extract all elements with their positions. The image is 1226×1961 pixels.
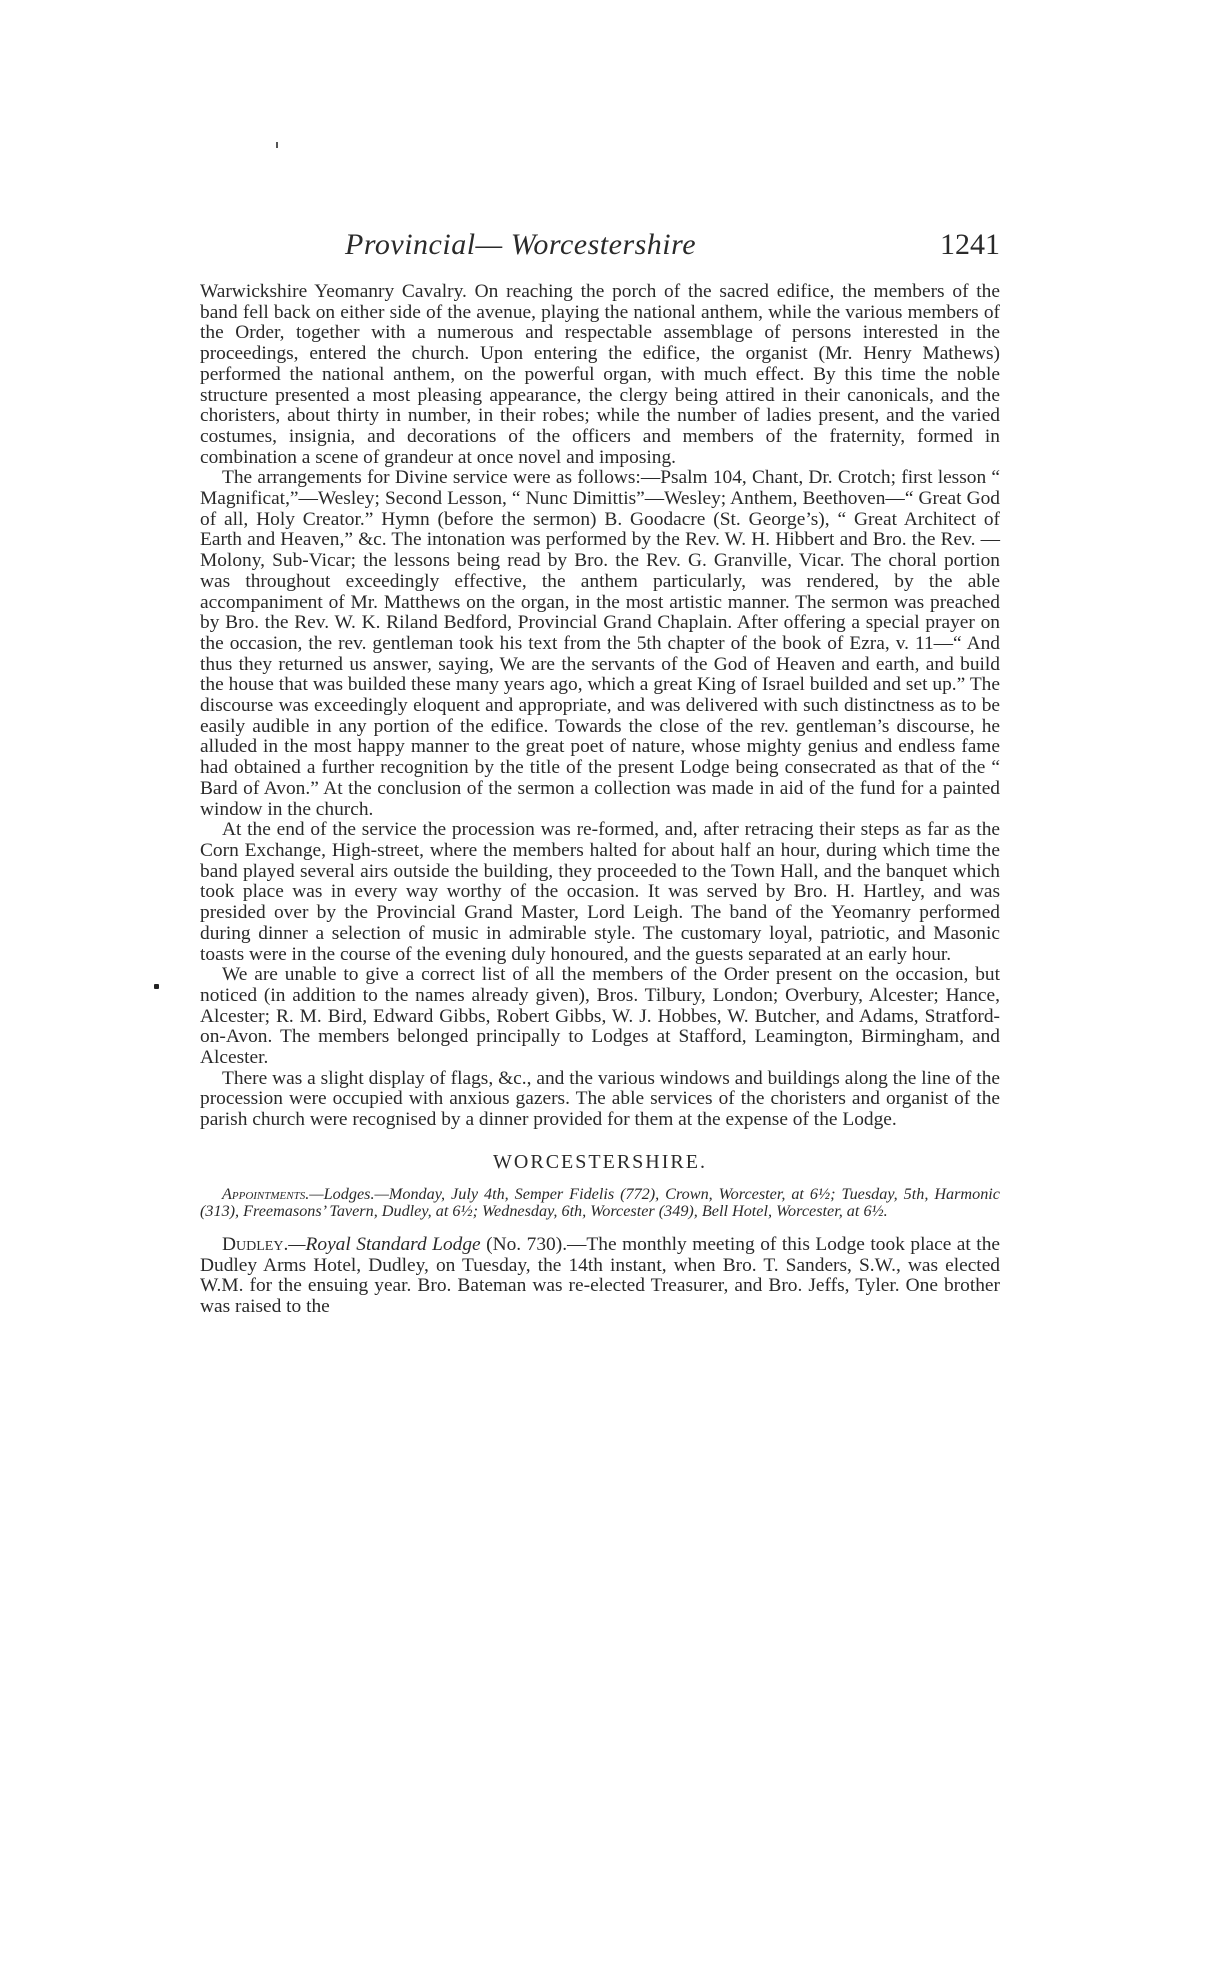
appointments-lodges-label: —Lodges.— xyxy=(309,1184,389,1203)
running-head xyxy=(200,228,1000,268)
stray-mark-top xyxy=(276,142,278,148)
appointments-paragraph xyxy=(200,1186,1000,1221)
stray-mark-margin xyxy=(154,984,159,989)
body-paragraph-3: At the end of the service the procession was re-formed, and, after retracing their steps as far as the Corn Exchange, High-street, where the members halted for about half an hour, during which time the band played several airs outside the building, they proceeded to the Town Hall, and the banquet which took place was in every way worthy of the occasion. It was served by Bro. H. Hartley, and was presided over by the Provincial Grand Master, Lord Leigh. The band of the Yeomanry performed during dinner a selection of music in admirable style. The customary loyal, patriotic, and Masonic toasts were in the course of the evening duly honoured, and the guests separated at an early hour. xyxy=(200,819,1000,965)
body-paragraph-4: We are unable to give a correct list of all the members of the Order present on the occasion, but noticed (in addition to the names already given), Bros. Tilbury, London; Overbury, Alcester; Hance, Alcester; R. M. Bird, Edward Gibbs, Robert Gibbs, W. J. Hobbes, W. Butcher, and Adams, Stratford-on-Avon. The members belonged principally to Lodges at Stafford, Leamington, Birmingham, and Alcester. xyxy=(200,964,1000,1069)
dudley-lodge-name: —Royal Standard Lodge xyxy=(288,1233,481,1255)
dudley-paragraph xyxy=(200,1235,1000,1318)
dudley-lead: Dudley. xyxy=(222,1233,289,1255)
dudley-text: (No. 730).—The monthly meeting of this Lodge took place at the Dudley Arms Hotel, Dudley, on Tuesday, the 14th instant, when Bro. T. Sanders, S.W., was elected W.M. for the ensuing year. Bro. Bateman was re-elected Treasurer, and Bro. Jeffs, Tyler. One brother was raised to the xyxy=(200,1233,1000,1317)
page-number: 1241 xyxy=(940,228,1000,261)
running-title: Provincial— Worcestershire xyxy=(345,228,697,261)
body-paragraph-5: There was a slight display of flags, &c., and the various windows and buildings along the line of the procession were occupied with anxious gazers. The able services of the choristers and organist of the parish church were recognised by a dinner provided for them at the expense of the Lodge. xyxy=(200,1067,1000,1131)
page-content xyxy=(200,228,1000,1318)
appointments-lead: Appointments. xyxy=(222,1184,310,1203)
body-paragraph-1: Warwickshire Yeomanry Cavalry. On reaching the porch of the sacred edifice, the members of the band fell back on either side of the avenue, playing the national anthem, while the various members of the Order, together with a numerous and respectable assemblage of persons interested in the proceedings, entered the church. Upon entering the edifice, the organist (Mr. Henry Mathews) performed the national anthem, on the powerful organ, with much effect. By this time the noble structure presented a most pleasing appearance, the clergy being attired in their canonicals, and the choristers, about thirty in number, in their robes; while the number of ladies present, and the varied costumes, insignia, and decorations of the officers and members of the fraternity, formed in combination a scene of grandeur at once novel and imposing. xyxy=(200,281,1000,468)
appointments-text: Monday, July 4th, Semper Fidelis (772), Crown, Worcester, at 6½; Tuesday, 5th, Harmonic (313), Freemasons’ Tavern, Dudley, at 6½; Wednesday, 6th, Worcester (349), Bell Hotel, Worcester, at 6½. xyxy=(200,1184,1000,1221)
body-paragraph-2: The arrangements for Divine service were as follows:—Psalm 104, Chant, Dr. Crotch; first lesson “ Magnificat,”—Wesley; Second Lesson, “ Nunc Dimittis”—Wesley; Anthem, Beethoven—“ Great God of all, Holy Creator.” Hymn (before the sermon) B. Goodacre (St. George’s), “ Great Architect of Earth and Heaven,” &c. The intonation was performed by the Rev. W. H. Hibbert and Bro. the Rev. —Molony, Sub-Vicar; the lessons being read by Bro. the Rev. G. Granville, Vicar. The choral portion was throughout exceedingly effective, the anthem particularly, was rendered, by the able accompaniment of Mr. Matthews on the organ, in the most artistic manner. The sermon was preached by Bro. the Rev. W. K. Riland Bedford, Provincial Grand Chaplain. After offering a special prayer on the occasion, the rev. gentleman took his text from the 5th chapter of the book of Ezra, v. 11—“ And thus they returned us answer, saying, We are the servants of the God of Heaven and earth, and build the house that was builded these many years ago, which a great King of Israel builded and set up.” The discourse was exceedingly eloquent and appropriate, and was delivered with such distinctness as to be easily audible in any portion of the edifice. Towards the close of the rev. gentleman’s discourse, he alluded in the most happy manner to the great poet of nature, whose mighty genius and endless fame had obtained a further recognition by the title of the present Lodge being consecrated as that of the “ Bard of Avon.” At the conclusion of the sermon a collection was made in aid of the fund for a painted window in the church. xyxy=(200,467,1000,820)
section-heading: WORCESTERSHIRE. xyxy=(493,1150,707,1173)
